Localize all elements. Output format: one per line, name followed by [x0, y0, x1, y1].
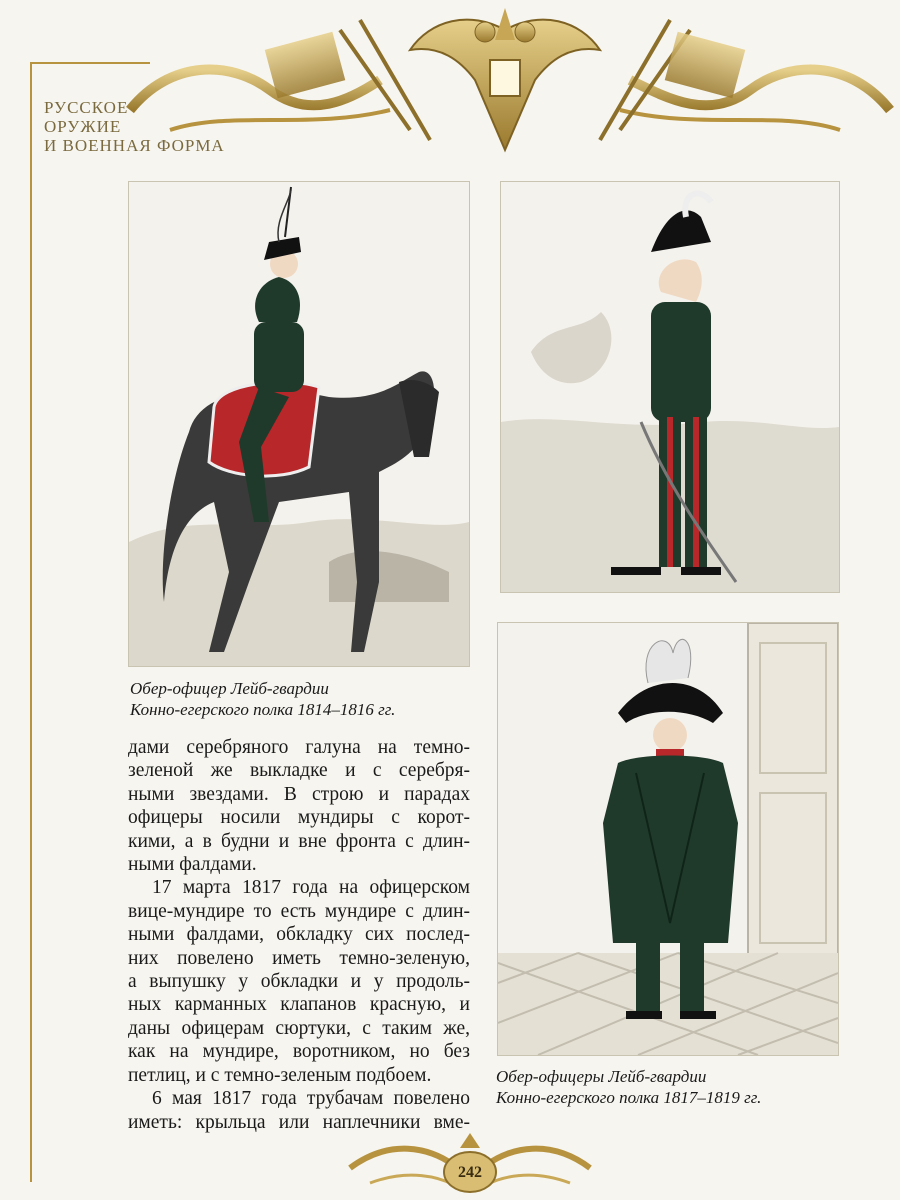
text-line: а выпушку у обкладки и у продоль- [128, 971, 470, 993]
standing-officer-side-illustration [500, 181, 840, 593]
text-line: ными звездами. В строю и парадах [128, 783, 470, 805]
caption-line: Конно-егерского полка 1817–1819 гг. [496, 1088, 762, 1107]
text-line: кими, а в будни и вне фронта с длин- [128, 830, 470, 852]
text-line: петлиц, и с темно-зеленым подбоем. [128, 1064, 432, 1086]
page-number: 242 [458, 1164, 482, 1181]
figure-caption [496, 1066, 761, 1108]
header-rule [30, 62, 150, 64]
book-title-line: ОРУЖИЕ [44, 117, 122, 136]
text-line: как на мундире, воротником, но без [128, 1041, 470, 1063]
text-line: иметь: крыльца или наплечники вме- [128, 1111, 470, 1133]
text-line: дами серебряного галуна на темно- [128, 737, 470, 758]
book-title-line: И ВОЕННАЯ ФОРМА [44, 136, 225, 155]
mounted-officer-illustration [128, 181, 470, 667]
caption-line: Обер-офицеры Лейб-гвардии [496, 1067, 707, 1086]
body-text [128, 736, 470, 1134]
text-line: 17 марта 1817 года на офицерском [152, 877, 470, 899]
eagle-trophy-ornament [110, 0, 900, 165]
text-line: вице-мундире то есть мундире с длин- [128, 900, 470, 922]
text-line: зеленой же выкладке и с серебря- [128, 760, 470, 782]
book-title [44, 98, 225, 155]
book-title-line: РУССКОЕ [44, 98, 129, 117]
margin-rule [30, 62, 32, 1182]
text-line: даны офицерам сюртуки, с таким же, [128, 1017, 470, 1039]
text-line: офицеры носили мундиры с корот- [128, 807, 470, 829]
text-line: ных карманных клапанов красную, и [128, 994, 470, 1016]
caption-line: Обер-офицер Лейб-гвардии [130, 679, 329, 698]
figure-caption [130, 678, 395, 720]
text-line: них повелено иметь темно-зеленую, [128, 947, 470, 969]
text-line: ными фалдами, обкладку сих послед- [128, 924, 470, 946]
text-line: 6 мая 1817 года трубачам повелено [152, 1088, 470, 1110]
caption-line: Конно-егерского полка 1814–1816 гг. [130, 700, 396, 719]
text-line: ными фалдами. [128, 854, 257, 876]
standing-officer-front-illustration [497, 622, 839, 1056]
